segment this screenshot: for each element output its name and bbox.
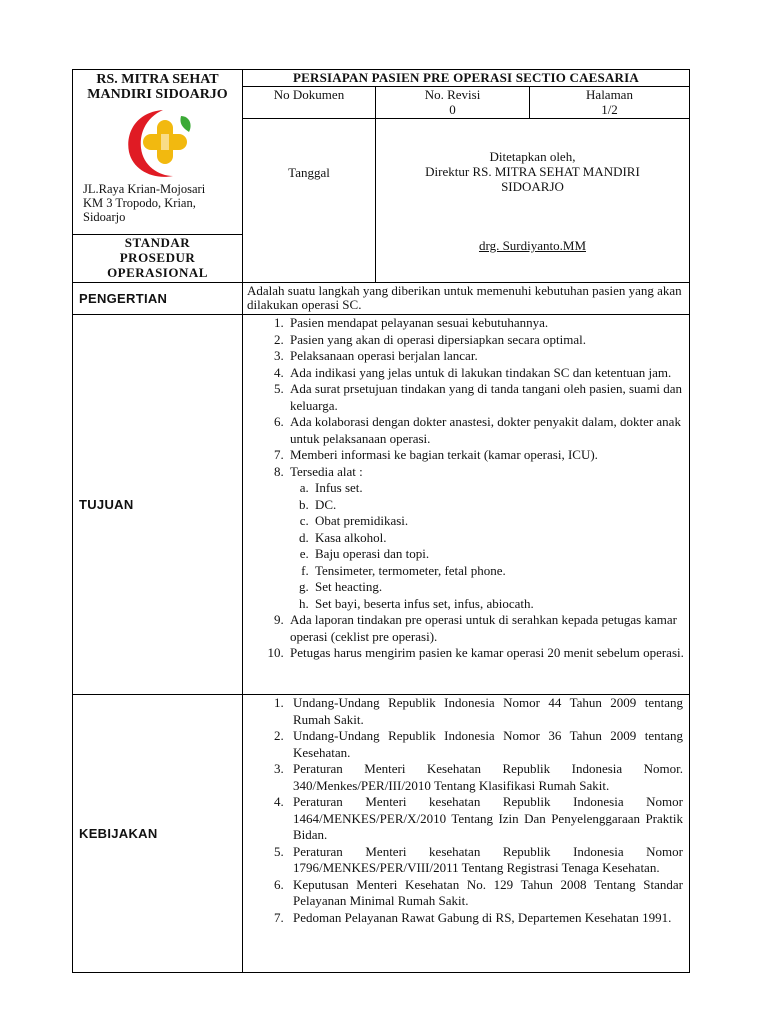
tujuan-content (243, 315, 690, 695)
tools-list (290, 480, 685, 612)
hospital-address (73, 182, 242, 226)
tujuan-list (243, 315, 689, 662)
list-item: 3. Pelaksanaan operasi berjalan lancar. (287, 348, 685, 365)
doc-number-cell (243, 87, 376, 119)
page-label: Halaman (586, 87, 633, 102)
sop-document (72, 69, 689, 973)
sop-label-line1: STANDAR (124, 235, 191, 250)
list-item: 1. Pasien mendapat pelayanan sesuai kebutuhannya. (287, 315, 685, 332)
hospital-logo-icon (119, 104, 209, 184)
list-item: 9. Ada laporan tindakan pre operasi untuk di serahkan kepada petugas kamar operasi (ceklist pre operasi). (287, 612, 685, 645)
policy-item: 6. Keputusan Menteri Kesehatan No. 129 Tahun 2008 Tentang Standar Pelayanan Minimal Rumah Sakit. (287, 877, 683, 910)
address-line3: Sidoarjo (83, 210, 126, 224)
tool-item: g. Set heacting. (312, 579, 685, 596)
tool-item: e. Baju operasi dan topi. (312, 546, 685, 563)
policy-item: 2. Undang-Undang Republik Indonesia Nomor 36 Tahun 2009 tentang Kesehatan. (287, 728, 683, 761)
approval-line3: SIDOARJO (501, 179, 564, 194)
hospital-logo (73, 102, 242, 182)
sop-table (72, 69, 690, 973)
signatory-name: drg. Surdiyanto.MM (478, 238, 586, 253)
doc-number-label: No Dokumen (273, 87, 345, 102)
address-line2: KM 3 Tropodo, Krian, (83, 196, 196, 210)
tool-item: b. DC. (312, 497, 685, 514)
approval-cell (376, 119, 690, 283)
sop-label-line2: PROSEDUR (119, 250, 196, 265)
revision-cell (376, 87, 530, 119)
tujuan-label: TUJUAN (73, 315, 243, 695)
policy-item: 1. Undang-Undang Republik Indonesia Nomor 44 Tahun 2009 tentang Rumah Sakit. (287, 695, 683, 728)
date-label: Tanggal (288, 165, 330, 180)
hospital-name (73, 70, 242, 102)
approval-line2: Direktur RS. MITRA SEHAT MANDIRI (425, 164, 640, 179)
policy-item: 7. Pedoman Pelayanan Rawat Gabung di RS, Departemen Kesehatan 1991. (287, 910, 683, 927)
hospital-name-line2: MANDIRI SIDOARJO (87, 87, 228, 102)
kebijakan-label: KEBIJAKAN (73, 695, 243, 973)
list-item: 6. Ada kolaborasi dengan dokter anastesi, dokter penyakit dalam, dokter anak untuk pelaksanaan operasi. (287, 414, 685, 447)
approval-line1: Ditetapkan oleh, (489, 149, 576, 164)
page-cell (530, 87, 690, 119)
list-item: 10. Petugas harus mengirim pasien ke kamar operasi 20 menit sebelum operasi. (287, 645, 685, 662)
policy-item: 3. Peraturan Menteri Kesehatan Republik Indonesia Nomor. 340/Menkes/PER/III/2010 Tentang Klasifikasi Rumah Sakit. (287, 761, 683, 794)
hospital-name-line1: RS. MITRA SEHAT (96, 72, 219, 87)
address-line1: JL.Raya Krian-Mojosari (83, 182, 206, 196)
tool-item: h. Set bayi, beserta infus set, infus, abiocath. (312, 596, 685, 613)
hospital-identity-cell (73, 70, 243, 235)
tool-item: c. Obat premidikasi. (312, 513, 685, 530)
page-value: 1/2 (601, 102, 618, 117)
document-title: PERSIAPAN PASIEN PRE OPERASI SECTIO CAESARIA (243, 70, 690, 87)
tools-heading: Tersedia alat : (290, 463, 363, 479)
list-item: 5. Ada surat prsetujuan tindakan yang di tanda tangani oleh pasien, suami dan keluarga. (287, 381, 685, 414)
list-item: 4. Ada indikasi yang jelas untuk di lakukan tindakan SC dan ketentuan jam. (287, 365, 685, 382)
revision-value: 0 (449, 102, 456, 117)
tool-item: a. Infus set. (312, 480, 685, 497)
pengertian-label: PENGERTIAN (73, 283, 243, 315)
policy-item: 4. Peraturan Menteri kesehatan Republik Indonesia Nomor 1464/MENKES/PER/X/2010 Tentang Izin Dan Penyelenggaraan Praktik Bidan. (287, 794, 683, 844)
date-cell (243, 119, 376, 283)
kebijakan-content (243, 695, 690, 973)
revision-label: No. Revisi (424, 87, 481, 102)
list-item: 2. Pasien yang akan di operasi dipersiapkan secara optimal. (287, 332, 685, 349)
tool-item: f. Tensimeter, termometer, fetal phone. (312, 563, 685, 580)
list-item-tools (287, 464, 685, 613)
tool-item: d. Kasa alkohol. (312, 530, 685, 547)
list-item: 7. Memberi informasi ke bagian terkait (kamar operasi, ICU). (287, 447, 685, 464)
sop-label-line3: OPERASIONAL (107, 265, 208, 280)
sop-label-cell (73, 235, 243, 283)
pengertian-text: Adalah suatu langkah yang diberikan untuk memenuhi kebutuhan pasien yang akan dilakukan operasi SC. (243, 283, 690, 315)
policy-item: 5. Peraturan Menteri kesehatan Republik Indonesia Nomor 1796/MENKES/PER/VIII/2011 Tentang Registrasi Tenaga Kesehatan. (287, 844, 683, 877)
kebijakan-list (243, 695, 689, 926)
